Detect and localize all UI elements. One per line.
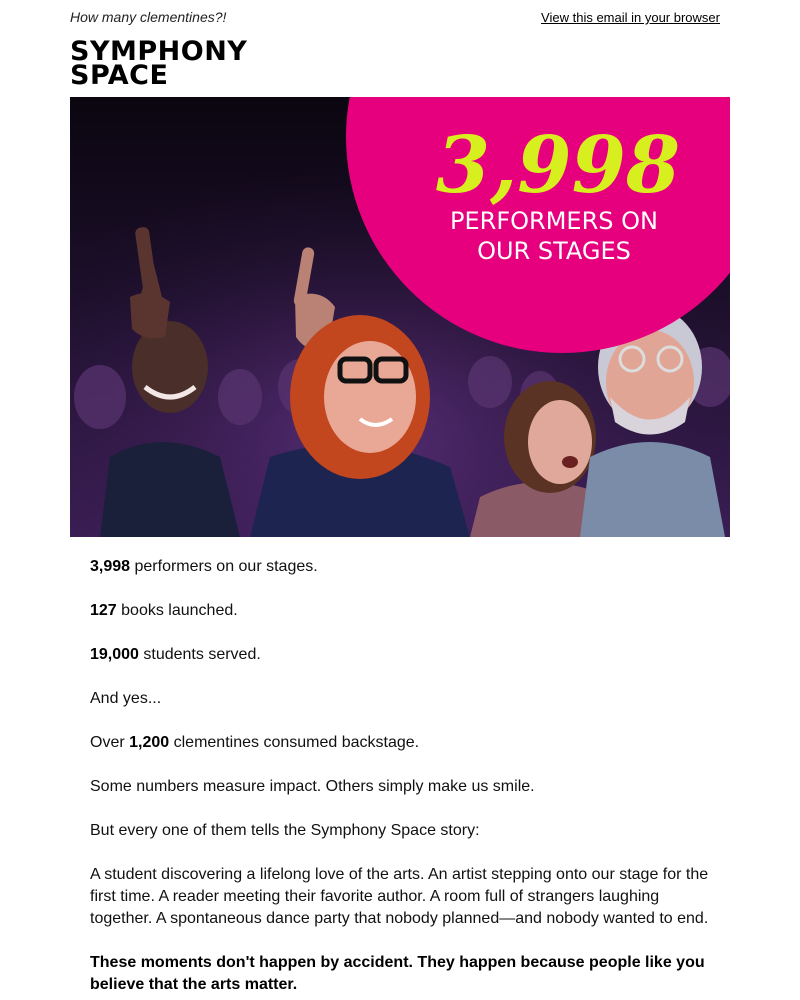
stat-caption-line-2: OUR STAGES — [477, 237, 631, 265]
closing-bold-text: These moments don't happen by accident. They happen because people like you believe that the arts matter. — [90, 954, 705, 993]
story-intro-text: But every one of them tells the Symphony Space story: — [90, 822, 480, 839]
stat-clementines: Over 1,200 clementines consumed backstage. — [90, 734, 420, 751]
preheader-text: How many clementines?! — [70, 9, 227, 25]
stat-number: 3,998 — [435, 120, 681, 211]
stat-caption-line-1: PERFORMERS ON — [450, 207, 658, 235]
stat-books: 127 books launched. — [90, 602, 238, 619]
logo-line-1: SYMPHONY — [70, 36, 248, 67]
stat-performers: 3,998 performers on our stages. — [90, 558, 318, 575]
stat-students: 19,000 students served. — [90, 646, 261, 663]
view-in-browser-link[interactable]: View this email in your browser — [541, 10, 720, 25]
email-container — [70, 0, 730, 993]
symphony-space-logo[interactable] — [70, 36, 248, 91]
logo-line-2: SPACE — [70, 60, 169, 91]
hero-graphic — [70, 97, 730, 537]
email-body — [90, 556, 720, 996]
hero-image[interactable] — [70, 97, 730, 537]
impact-text: Some numbers measure impact. Others simply make us smile. — [90, 778, 535, 795]
and-yes-text: And yes... — [90, 690, 162, 707]
story-paragraph: A student discovering a lifelong love of the arts. An artist stepping onto our stage for the first time. A reader meeting their favorite author. A room full of strangers laughing together. A spontaneous dance party that nobody planned—and nobody wanted to end. — [90, 866, 709, 927]
preheader — [70, 0, 730, 36]
